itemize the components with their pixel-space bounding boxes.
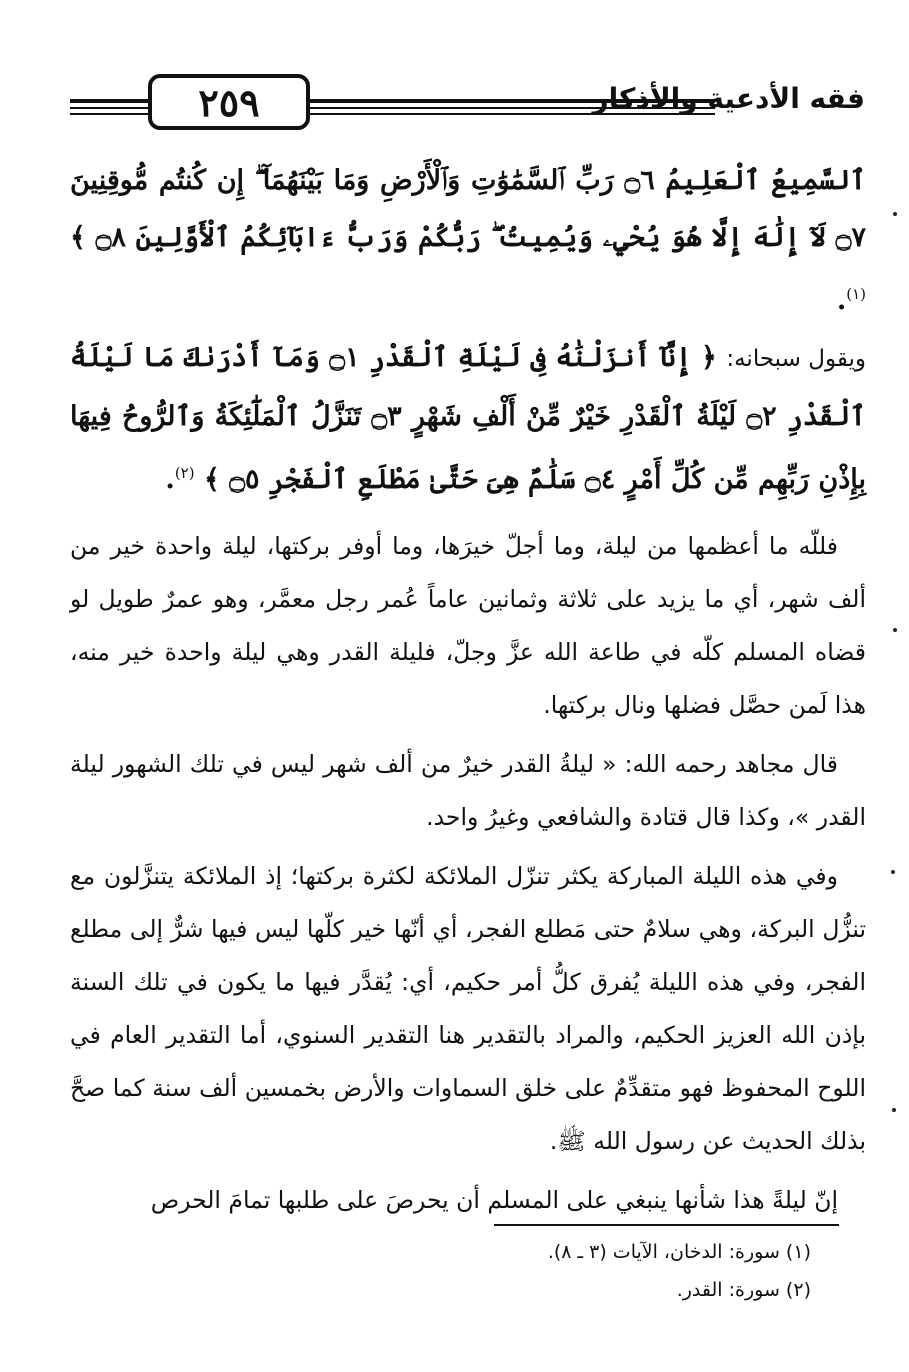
verse-text: ٱلسَّمِيعُ ٱلْعَلِيمُ ۝٦ رَبِّ ٱلسَّمَٰوَٰتِ وَٱلْأَرْضِ وَمَا بَيْنَهُمَآ ۖ إِن كُنتُم مُّوقِنِينَ ۝٧ لَآ إِلَٰهَ إِلَّا هُوَ يُحْيِۦ وَيُمِيتُ ۖ رَبُّكُمْ وَرَبُّ ءَابَآئِكُمُ ٱلْأَوَّلِينَ ۝٨ ﴾ — [70, 165, 866, 253]
verse-intro: ويقول سبحانه: — [726, 346, 866, 372]
scan-speck — [893, 628, 897, 632]
page-number: ٢٥٩ — [148, 74, 310, 130]
paragraph: قال مجاهد رحمه الله: « ليلةُ القدر خيرٌ من ألف شهر ليس في تلك الشهور ليلة القدر »، وكذا قال قتادة والشافعي وغيرُ واحد. — [70, 750, 866, 831]
scan-speck — [892, 1108, 896, 1112]
footnote: (٢) سورة: القدر. — [676, 1279, 811, 1301]
footnotes — [111, 1233, 811, 1309]
header-rule — [70, 99, 148, 103]
footnote-marker: (٢) — [174, 464, 195, 482]
quran-verses-dukhan: ٱلسَّمِيعُ ٱلْعَلِيمُ ۝٦ رَبِّ ٱلسَّمَٰوَٰتِ وَٱلْأَرْضِ وَمَا بَيْنَهُمَآ ۖ إِن كُنتُم مُّوقِنِينَ ۝٧ لَآ إِلَٰهَ إِلَّا هُوَ يُحْيِۦ وَيُمِيتُ ۖ رَبُّكُمْ وَرَبُّ ءَابَآئِكُمُ ٱلْأَوَّلِينَ ۝٨ ﴾ $^{(١)}$. — [70, 165, 866, 316]
scan-speck — [893, 212, 897, 216]
paragraph: وفي هذه الليلة المباركة يكثر تنزّل الملائكة لكثرة بركتها؛ إذ الملائكة يتنزَّلون مع تنزُّل البركة، وهي سلامٌ حتى مَطلع الفجر، أي أنّها خير كلّها ليس فيها شرٌّ إلى مطلع الفجر، وفي هذه الليلة يُفرق كلُّ أمر حكيم، أي: يُقدَّر فيها ما يكون في تلك السنة بإذن الله العزيز الحكيم، والمراد بالتقدير هنا التقدير السنوي، أما التقدير العام في اللوح المحفوظ فهو متقدِّمٌ على خلق السماوات والأرض بخمسين ألف سنة كما صحَّ بذلك الحديث عن رسول الله ﷺ. — [70, 862, 866, 1155]
page-body — [70, 152, 866, 1227]
quran-verses-qadr: ويقول سبحانه: ﴿ إِنَّآ أَنزَلْنَٰهُ فِى لَيْلَةِ ٱلْقَدْرِ ۝١ وَمَآ أَدْرَىٰكَ مَا لَيْلَةُ ٱلْقَدْرِ ۝٢ لَيْلَةُ ٱلْقَدْرِ خَيْرٌ مِّنْ أَلْفِ شَهْرٍ ۝٣ تَنَزَّلُ ٱلْمَلَٰٓئِكَةُ وَٱلرُّوحُ فِيهَا بِإِذْنِ رَبِّهِم مِّن كُلِّ أَمْرٍ ۝٤ سَلَٰمٌ هِىَ حَتَّىٰ مَطْلَعِ ٱلْفَجْرِ ۝٥ ﴾ $^{(٢)}$. — [70, 342, 866, 495]
scan-speck — [891, 870, 895, 874]
verse-text: ﴿ إِنَّآ أَنزَلْنَٰهُ فِى لَيْلَةِ ٱلْقَدْرِ ۝١ وَمَآ أَدْرَىٰكَ مَا لَيْلَةُ ٱلْقَدْرِ ۝٢ لَيْلَةُ ٱلْقَدْرِ خَيْرٌ مِّنْ أَلْفِ شَهْرٍ ۝٣ تَنَزَّلُ ٱلْمَلَٰٓئِكَةُ وَٱلرُّوحُ فِيهَا بِإِذْنِ رَبِّهِم مِّن كُلِّ أَمْرٍ ۝٤ سَلَٰمٌ هِىَ حَتَّىٰ مَطْلَعِ ٱلْفَجْرِ ۝٥ ﴾ — [70, 342, 866, 495]
footnote-separator — [494, 1224, 839, 1226]
paragraph: إنّ ليلةً هذا شأنها ينبغي على المسلم أن يحرصَ على طلبها تمامَ الحرص — [150, 1186, 838, 1214]
page-header — [70, 72, 865, 142]
header-rule — [70, 113, 148, 115]
header-rule — [70, 107, 148, 109]
footnote: (١) سورة: الدخان، الآيات (٣ ـ ٨). — [547, 1241, 811, 1263]
paragraph: فللّه ما أعظمها من ليلة، وما أجلّ خيرَها، وما أوفر بركتها، ليلة واحدة خير من ألف شهر، أي ما يزيد على ثلاثة وثمانين عاماً عُمر رجل معمَّر، وهو عمرٌ طويل لو قضاه المسلم كلّه في طاعة الله عزَّ وجلّ، فليلة القدر وهي ليلة واحدة خير منه، هذا لَمن حصَّل فضلها ونال بركتها. — [70, 532, 866, 719]
running-title: فقه الأدعية والأذكار — [592, 82, 865, 115]
footnote-marker: (١) — [846, 285, 866, 303]
